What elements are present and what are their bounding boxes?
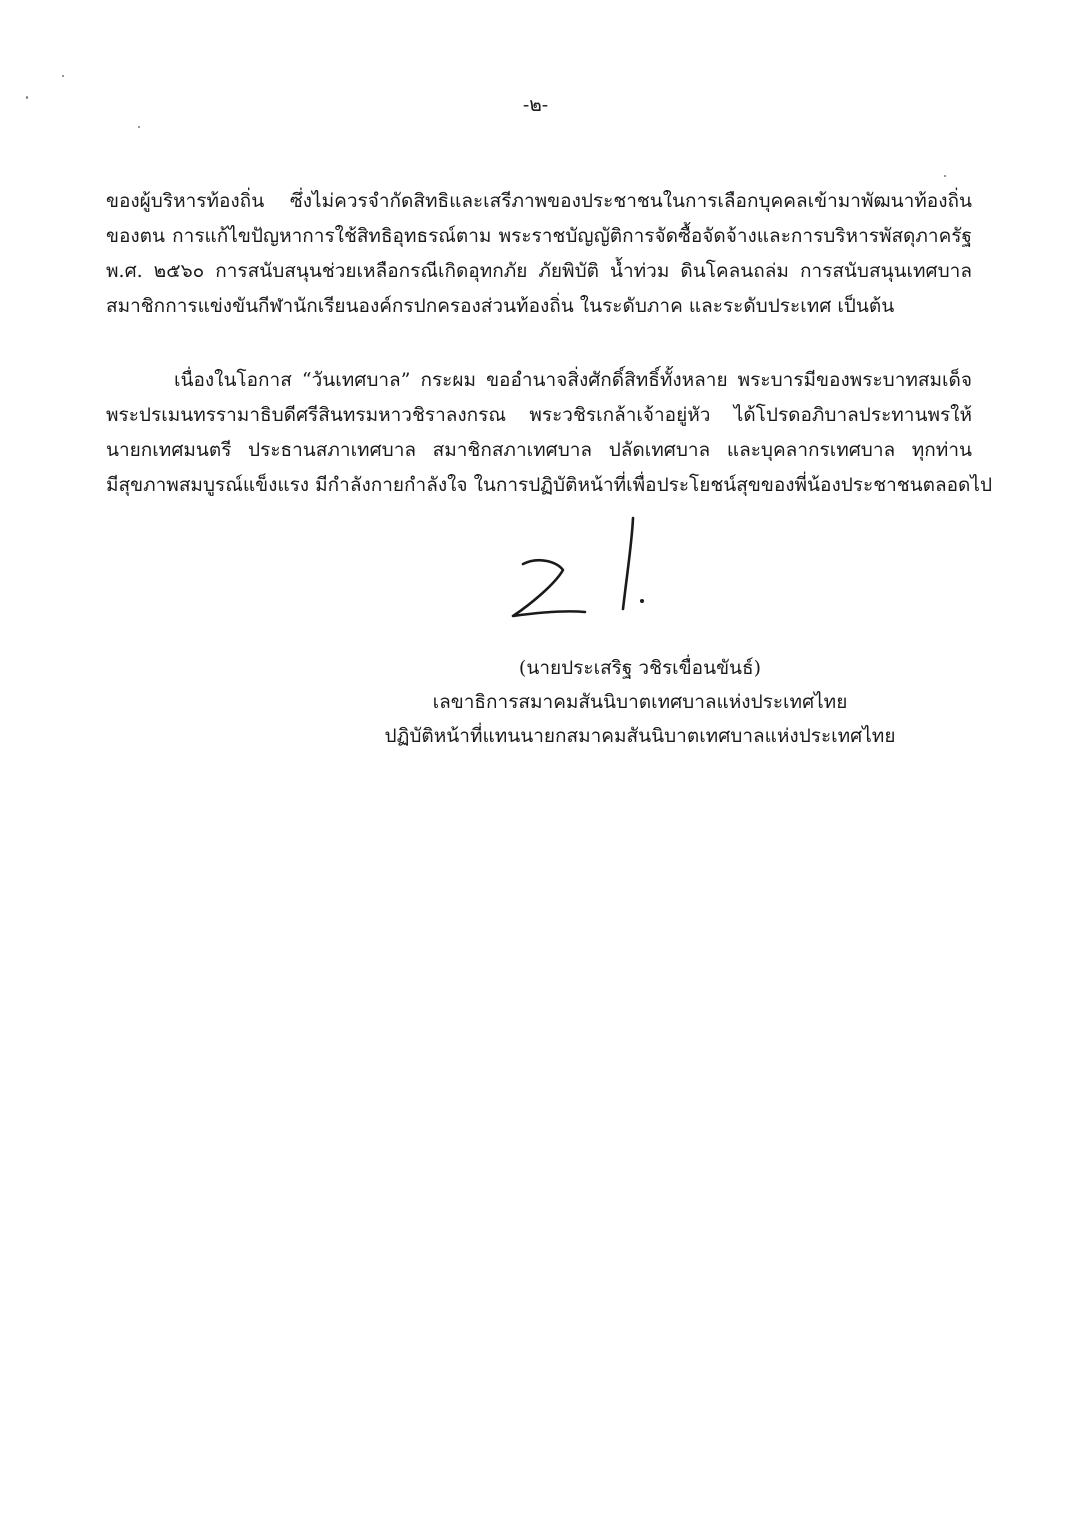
paragraph-line: ของตน การแก้ไขปัญหาการใช้สิทธิอุทธรณ์ตาม พระราชบัญญัติการจัดซื้อจัดจ้างและการบริหารพัสดุภาครัฐ: [106, 225, 972, 247]
paragraph-2: [106, 363, 993, 503]
paragraph-line: มีสุขภาพสมบูรณ์แข็งแรง มีกำลังกายกำลังใจ ในการปฏิบัติหน้าที่เพื่อประโยชน์สุขของพี่น้องประชาชนตลอดไป: [106, 474, 993, 496]
signatory-position-2: ปฏิบัติหน้าที่แทนนายกสมาคมสันนิบาตเทศบาลแห่งประเทศไทย: [384, 725, 896, 747]
paragraph-line: พ.ศ. ๒๕๖๐ การสนับสนุนช่วยเหลือกรณีเกิดอุทกภัย ภัยพิบัติ น้ำท่วม ดินโคลนถล่ม การสนับสนุนเทศบาล: [106, 260, 972, 282]
signature-block: [300, 651, 980, 753]
scan-speck: [62, 75, 64, 77]
handwritten-signature: [505, 512, 655, 622]
paragraph-line: สมาชิกการแข่งขันกีฬานักเรียนองค์กรปกครองส่วนท้องถิ่น ในระดับภาค และระดับประเทศ เป็นต้น: [106, 295, 895, 317]
signatory-name: (นายประเสริฐ วชิรเขื่อนขันธ์): [518, 657, 762, 679]
scan-speck: [138, 126, 140, 128]
paragraph-line: ของผู้บริหารท้องถิ่น ซึ่งไม่ควรจำกัดสิทธิและเสรีภาพของประชาชนในการเลือกบุคคลเข้ามาพัฒนาท้องถิ่น: [106, 190, 972, 212]
paragraph-line: เนื่องในโอกาส “วันเทศบาล” กระผม ขออำนาจสิ่งศักดิ์สิทธิ์ทั้งหลาย พระบารมีของพระบาทสมเด็จ: [174, 369, 972, 391]
scan-speck: [944, 175, 946, 177]
paragraph-line: นายกเทศมนตรี ประธานสภาเทศบาล สมาชิกสภาเทศบาล ปลัดเทศบาล และบุคลากรเทศบาล ทุกท่าน: [106, 439, 972, 461]
paragraph-1: [106, 184, 972, 324]
paragraph-line: พระปรเมนทรรามาธิบดีศรีสินทรมหาวชิราลงกรณ พระวชิรเกล้าเจ้าอยู่หัว ได้โปรดอภิบาลประทานพรให้: [106, 404, 972, 426]
page-number: -๒-: [522, 94, 549, 116]
signatory-position-1: เลขาธิการสมาคมสันนิบาตเทศบาลแห่งประเทศไทย: [432, 691, 848, 713]
